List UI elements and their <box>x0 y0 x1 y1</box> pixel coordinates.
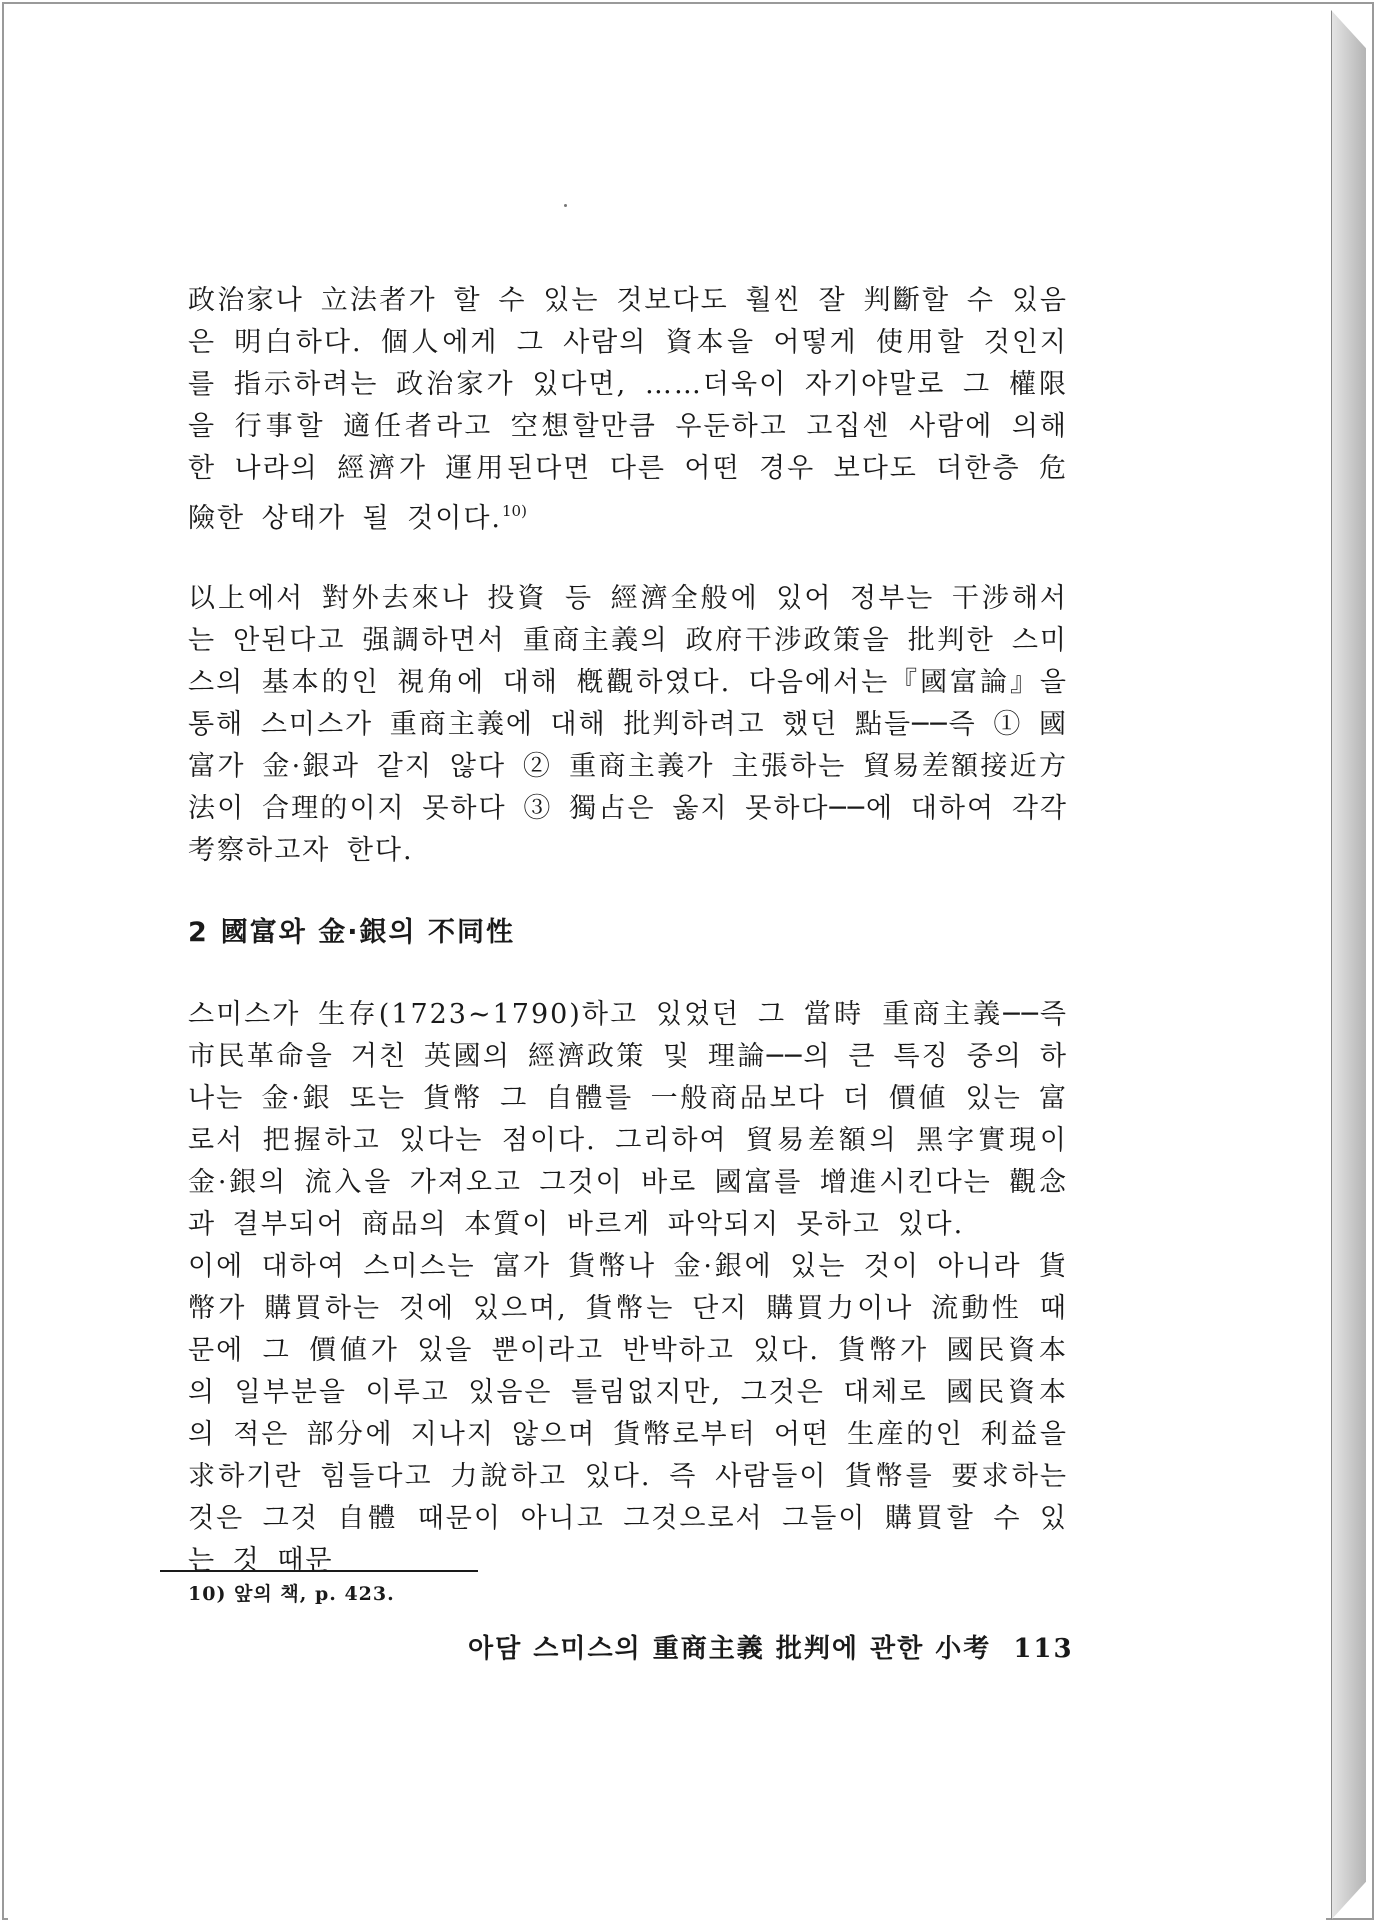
running-footer <box>468 1631 1074 1667</box>
footnote-reference: 10) <box>502 502 527 520</box>
paragraph-text: 政治家나 立法者가 할 수 있는 것보다도 훨씬 잘 判斷할 수 있음은 明白하다. 個人에게 그 사람의 資本을 어떻게 使用할 것인지를 指示하려는 政治家가 있다면, ……더욱이 자기야말로 그 權限을 行事할 適任者라고 空想할만큼 우둔하고 고집센 사람에 의해 한 나라의 經濟가 運用된다면 다른 어떤 경우 보다도 더한층 危險한 상태가 될 것이다. <box>188 285 1068 534</box>
footnote: 10) 앞의 책, p. 423. <box>188 1583 395 1605</box>
footnote-divider <box>160 1570 478 1572</box>
running-title: 아담 스미스의 重商主義 批判에 관한 小考 <box>468 1634 992 1664</box>
paragraph-mercantilism: 스미스가 生存(1723~1790)하고 있었던 그 當時 重商主義──즉 市民革命을 거친 英國의 經濟政策 및 理論──의 큰 특징 중의 하나는 金·銀 또는 貨幣 그 自體를 一般商品보다 더 價値 있는 富로서 把握하고 있다는 점이다. 그리하여 貿易差額의 黑字實現이 金·銀의 流入을 가져오고 그것이 바로 國富를 增進시킨다는 觀念과 결부되어 商品의 本質이 바르게 파악되지 못하고 있다. <box>188 999 1068 1240</box>
paragraph-intro: 以上에서 對外去來나 投資 등 經濟全般에 있어 정부는 干涉해서는 안된다고 强調하면서 重商主義의 政府干涉政策을 批判한 스미스의 基本的인 視角에 대해 槪觀하였다. 다음에서는『國富論』을 통해 스미스가 重商主義에 대해 批判하려고 했던 點들──즉 ① 國富가 金·銀과 같지 않다 ② 重商主義가 主張하는 貿易差額接近方法이 合理的이지 못하다 ③ 獨占은 옳지 못하다──에 대하여 각각 考察하고자 한다. <box>188 583 1068 866</box>
section-heading <box>188 912 1068 954</box>
scan-speck <box>564 204 567 207</box>
page-frame <box>2 2 1374 1920</box>
page-edge-shadow <box>1331 10 1366 1920</box>
section-title: 國富와 金·銀의 不同性 <box>220 917 516 948</box>
document-page <box>8 8 1326 1922</box>
paragraph-quote-continuation <box>188 280 1068 540</box>
page-number: 113 <box>1013 1634 1074 1664</box>
section-number: 2 <box>188 917 209 948</box>
body-text <box>188 280 1068 1582</box>
paragraph-smith-rebuttal: 이에 대하여 스미스는 富가 貨幣나 金·銀에 있는 것이 아니라 貨幣가 購買하는 것에 있으며, 貨幣는 단지 購買力이나 流動性 때문에 그 價値가 있을 뿐이라고 반박하고 있다. 貨幣가 國民資本의 일부분을 이루고 있음은 틀림없지만, 그것은 대체로 國民資本의 적은 部分에 지나지 않으며 貨幣로부터 어떤 生産的인 利益을 求하기란 힘들다고 力說하고 있다. 즉 사람들이 貨幣를 要求하는 것은 그것 自體 때문이 아니고 그것으로서 그들이 購買할 수 있는 것 때문 <box>188 1251 1068 1576</box>
